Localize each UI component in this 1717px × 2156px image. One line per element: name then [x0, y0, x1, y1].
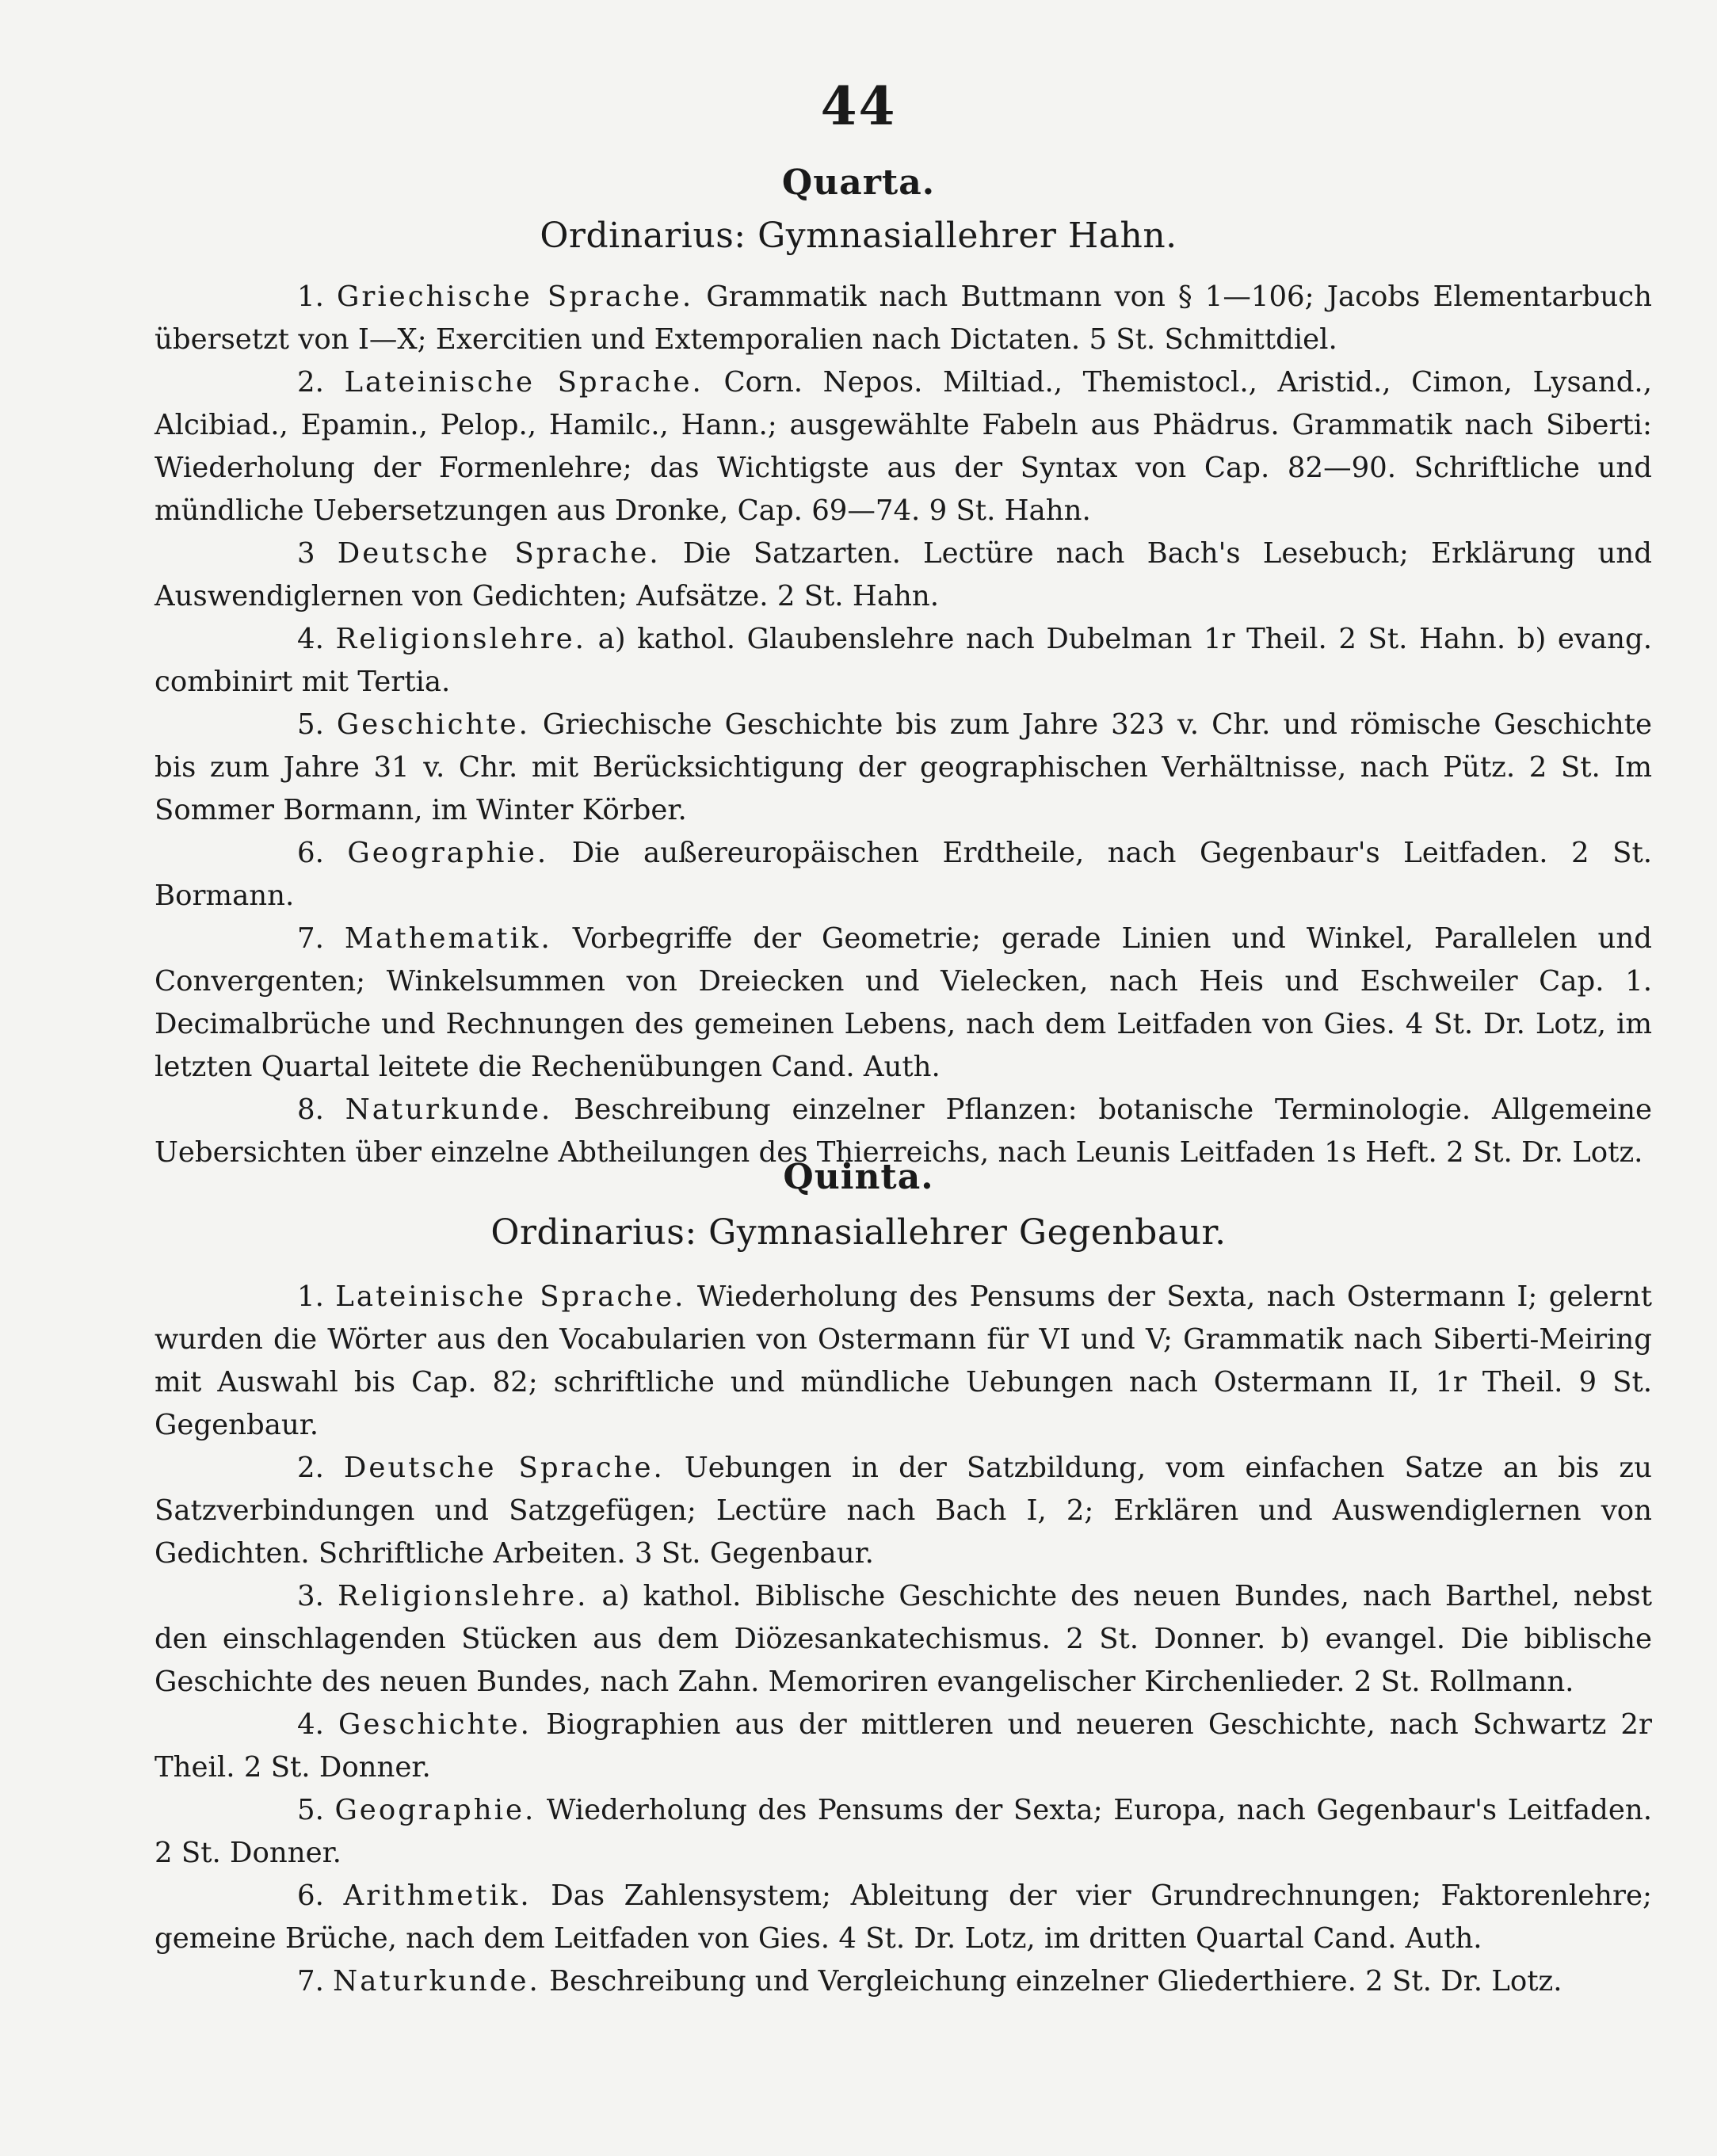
page-number: 44: [820, 75, 897, 137]
quarta-course-list: [155, 276, 1652, 1174]
course-item: 3. Religionslehre. a) kathol. Biblische Geschichte des neuen Bundes, nach Barthel, nebst den einschlagenden Stücken aus dem Diözesankatechismus. 2 St. Donner. b) evangel. Die biblische Geschichte des neuen Bundes, nach Zahn. Memoriren evangelischer Kirchenlieder. 2 St. Rollmann.: [155, 1580, 1652, 1698]
course-item: 4. Geschichte. Biographien aus der mittleren und neueren Geschichte, nach Schwartz 2r Theil. 2 St. Donner.: [155, 1708, 1652, 1784]
course-item: 2. Lateinische Sprache. Corn. Nepos. Miltiad., Themistocl., Aristid., Cimon, Lysand., Alcibiad., Epamin., Pelop., Hamilc., Hann.; ausgewählte Fabeln aus Phädrus. Grammatik nach Siberti: Wiederholung der Formenlehre; das Wichtigste aus der Syntax von Cap. 82—90. Schriftliche und mündliche Uebersetzungen aus Dronke, Cap. 69—74. 9 St. Hahn.: [155, 366, 1652, 527]
course-item: 5. Geschichte. Griechische Geschichte bis zum Jahre 323 v. Chr. und römische Geschichte bis zum Jahre 31 v. Chr. mit Berücksichtigung der geographischen Verhältnisse, nach Pütz. 2 St. Im Sommer Bormann, im Winter Körber.: [155, 708, 1652, 826]
ordinarius-quarta: Ordinarius: Gymnasiallehrer Hahn.: [540, 216, 1177, 256]
course-item: 4. Religionslehre. a) kathol. Glaubenslehre nach Dubelman 1r Theil. 2 St. Hahn. b) evang. combinirt mit Tertia.: [155, 623, 1652, 698]
course-item: 5. Geographie. Wiederholung des Pensums der Sexta; Europa, nach Gegenbaur's Leitfaden. 2 St. Donner.: [155, 1794, 1653, 1869]
course-item: 1. Lateinische Sprache. Wiederholung des Pensums der Sexta, nach Ostermann I; gelernt wurden die Wörter aus den Vocabularien von Ostermann für VI und V; Grammatik nach Siberti-Meiring mit Auswahl bis Cap. 82; schriftliche und mündliche Uebungen nach Ostermann II, 1r Theil. 9 St. Gegenbaur.: [155, 1280, 1652, 1441]
quinta-course-list: [155, 1276, 1652, 2003]
course-item: 1. Griechische Sprache. Grammatik nach Buttmann von § 1—106; Jacobs Elementarbuch übersetzt von I—X; Exercitien und Extemporalien nach Dictaten. 5 St. Schmittdiel.: [155, 280, 1652, 356]
course-item: 2. Deutsche Sprache. Uebungen in der Satzbildung, vom einfachen Satze an bis zu Satzverbindungen und Satzgefügen; Lectüre nach Bach I, 2; Erklären und Auswendiglernen von Gedichten. Schriftliche Arbeiten. 3 St. Gegenbaur.: [155, 1452, 1652, 1570]
course-item: 7. Mathematik. Vorbegriffe der Geometrie; gerade Linien und Winkel, Parallelen und Convergenten; Winkelsummen von Dreiecken und Vielecken, nach Heis und Eschweiler Cap. 1. Decimalbrüche und Rechnungen des gemeinen Lebens, nach dem Leitfaden von Gies. 4 St. Dr. Lotz, im letzten Quartal leitete die Rechenübungen Cand. Auth.: [155, 922, 1652, 1083]
course-item: 7. Naturkunde. Beschreibung und Vergleichung einzelner Gliederthiere. 2 St. Dr. Lotz.: [297, 1965, 1562, 1998]
ordinarius-quinta: Ordinarius: Gymnasiallehrer Gegenbaur.: [490, 1212, 1227, 1253]
course-item: 6. Geographie. Die außereuropäischen Erdtheile, nach Gegenbaur's Leitfaden. 2 St. Bormann.: [155, 837, 1652, 912]
course-item: 3 Deutsche Sprache. Die Satzarten. Lectüre nach Bach's Lesebuch; Erklärung und Auswendiglernen von Gedichten; Aufsätze. 2 St. Hahn.: [155, 537, 1652, 612]
section-title-quarta: Quarta.: [781, 162, 936, 203]
course-item: 8. Naturkunde. Beschreibung einzelner Pflanzen: botanische Terminologie. Allgemeine Uebersichten über einzelne Abtheilungen des Thierreichs, nach Leunis Leitfaden 1s Heft. 2 St. Dr. Lotz.: [155, 1093, 1652, 1169]
section-title-quinta: Quinta.: [783, 1157, 934, 1197]
course-item: 6. Arithmetik. Das Zahlensystem; Ableitung der vier Grundrechnungen; Faktorenlehre; gemeine Brüche, nach dem Leitfaden von Gies. 4 St. Dr. Lotz, im dritten Quartal Cand. Auth.: [155, 1879, 1652, 1955]
